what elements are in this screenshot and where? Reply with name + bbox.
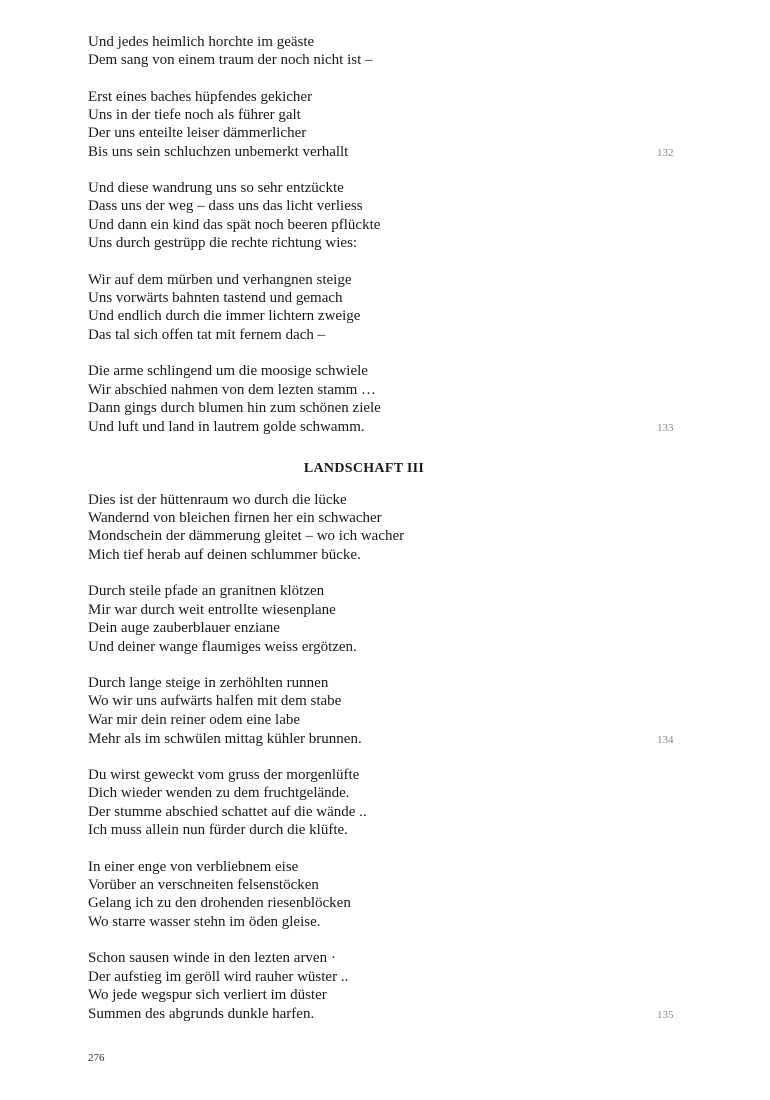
verse-line: Ich muss allein nun fürder durch die klüfte. xyxy=(88,822,348,838)
verse-line: Mir war durch weit entrollte wiesenplane xyxy=(88,602,336,618)
verse-line: Die arme schlingend um die moosige schwiele xyxy=(88,363,368,379)
verse-line: Dem sang von einem traum der noch nicht ist – xyxy=(88,52,373,68)
line-number: 135 xyxy=(657,1009,674,1021)
verse-line: Wir abschied nahmen von dem lezten stamm … xyxy=(88,382,377,398)
verse-line: Mondschein der dämmerung gleitet – wo ich wacher xyxy=(88,528,405,544)
verse-line: Und endlich durch die immer lichtern zweige xyxy=(88,308,361,324)
line-number: 132 xyxy=(657,147,674,159)
page-number: 276 xyxy=(88,1052,105,1064)
verse-line: Und diese wandrung uns so sehr entzückte xyxy=(88,180,344,196)
verse-line: Erst eines baches hüpfendes gekicher xyxy=(88,89,313,105)
verse-line: Summen des abgrunds dunkle harfen. xyxy=(88,1006,315,1022)
verse-line: Durch steile pfade an granitnen klötzen xyxy=(88,583,325,599)
verse-line: Der aufstieg im geröll wird rauher wüster .. xyxy=(88,969,349,985)
line-number: 134 xyxy=(657,734,674,746)
verse-line: Dich wieder wenden zu dem fruchtgelände. xyxy=(88,785,350,801)
verse-line: Durch lange steige in zerhöhlten runnen xyxy=(88,675,329,691)
verse-line: Und luft und land in lautrem golde schwamm. xyxy=(88,419,365,435)
verse-line: Schon sausen winde in den lezten arven · xyxy=(88,950,336,966)
verse-line: Der stumme abschied schattet auf die wände .. xyxy=(88,804,367,820)
verse-line: Uns durch gestrüpp die rechte richtung wies: xyxy=(88,235,358,251)
verse-line: Dass uns der weg – dass uns das licht verliess xyxy=(88,198,363,214)
verse-line: Wir auf dem mürben und verhangnen steige xyxy=(88,272,352,288)
verse-line: Uns vorwärts bahnten tastend und gemach xyxy=(88,290,343,306)
verse-line: Dein auge zauberblauer enziane xyxy=(88,620,280,636)
line-number: 133 xyxy=(657,422,674,434)
poem-title: LANDSCHAFT III xyxy=(303,461,425,476)
verse-line: Wo starre wasser stehn im öden gleise. xyxy=(88,914,321,930)
verse-line: Und deiner wange flaumiges weiss ergötzen. xyxy=(88,639,357,655)
verse-line: Dies ist der hüttenraum wo durch die lücke xyxy=(88,492,347,508)
verse-line: Der uns enteilte leiser dämmerlicher xyxy=(88,125,307,141)
verse-line: Mich tief herab auf deinen schlummer bücke. xyxy=(88,547,361,563)
verse-line: Und jedes heimlich horchte im geäste xyxy=(88,34,315,50)
verse-line: Dann gings durch blumen hin zum schönen ziele xyxy=(88,400,381,416)
verse-line: Gelang ich zu den drohenden riesenblöcken xyxy=(88,895,351,911)
verse-line: Wo jede wegspur sich verliert im düster xyxy=(88,987,327,1003)
verse-line: Vorüber an verschneiten felsenstöcken xyxy=(88,877,319,893)
verse-line: Uns in der tiefe noch als führer galt xyxy=(88,107,301,123)
verse-line: Wo wir uns aufwärts halfen mit dem stabe xyxy=(88,693,342,709)
verse-line: Das tal sich offen tat mit fernem dach – xyxy=(88,327,326,343)
verse-line: In einer enge von verbliebnem eise xyxy=(88,859,299,875)
verse-line: Mehr als im schwülen mittag kühler brunnen. xyxy=(88,731,362,747)
verse-line: Wandernd von bleichen firnen her ein schwacher xyxy=(88,510,382,526)
verse-line: Du wirst geweckt vom gruss der morgenlüfte xyxy=(88,767,360,783)
verse-line: Bis uns sein schluchzen unbemerkt verhallt xyxy=(88,144,349,160)
verse-line: War mir dein reiner odem eine labe xyxy=(88,712,301,728)
verse-line: Und dann ein kind das spät noch beeren pflückte xyxy=(88,217,381,233)
